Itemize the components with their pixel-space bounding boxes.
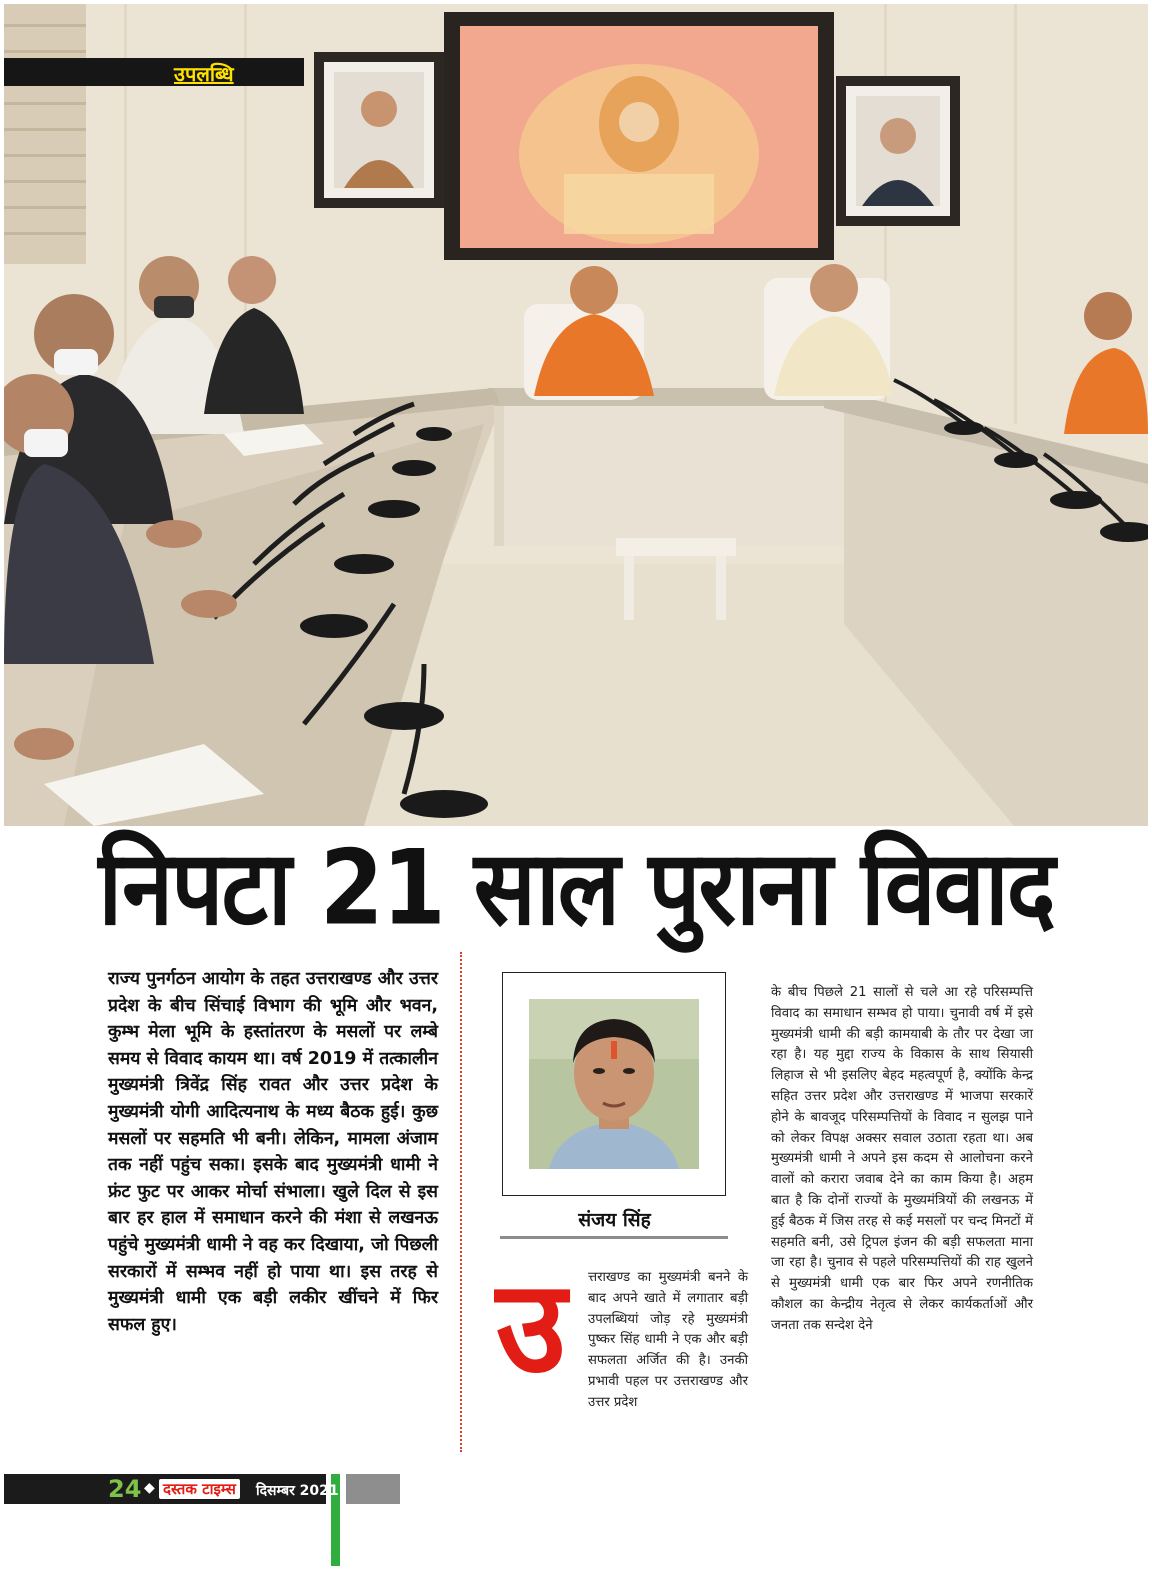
section-tag-label: उपलब्धि	[174, 62, 234, 86]
section-tag	[4, 58, 304, 86]
footer-accent-grey	[346, 1474, 400, 1504]
intro-paragraph: राज्य पुनर्गठन आयोग के तहत उत्तराखण्ड और उत्तर प्रदेश के बीच सिंचाई विभाग की भूमि और भवन, कुम्भ मेला भूमि के हस्तांतरण के मसलों पर लम्बे समय से विवाद कायम था। वर्ष 2019 में तत्कालीन मुख्यमंत्री त्रिवेंद्र सिंह रावत और उत्तर प्रदेश के मुख्यमंत्री योगी आदित्यनाथ के मध्य बैठक हुई। कुछ मसलों पर सहमति भी बनी। लेकिन, मामला अंजाम तक नहीं पहुंच सका। इसके बाद मुख्यमंत्री धामी ने फ्रंट फुट पर आकर मोर्चा संभाला। खुले दिल से इस बार हर हाल में समाधान करने की मंशा से लखनऊ पहुंचे मुख्यमंत्री धामी ने वह कर दिखाया, जो पिछली सरकारों में सम्भव नहीं हो पाया था। इस तरह से मुख्यमंत्री धामी एक बड़ी लकीर खींचने में फिर सफल हुए।	[108, 969, 438, 1335]
body-column-right: के बीच पिछले 21 सालों से चले आ रहे परिसम्पत्ति विवाद का समाधान सम्भव हो पाया। चुनावी वर्ष में इसे मुख्यमंत्री धामी की बड़ी कामयाबी के तौर पर देखा जा रहा है। यह मुद्दा राज्य के विकास के साथ सियासी लिहाज से भी इसलिए बेहद महत्वपूर्ण है, क्योंकि केन्द्र सहित उत्तर प्रदेश और उत्तराखण्ड में भाजपा सरकारें होने के बावजूद परिसम्पत्तियों के विवाद न सुलझ पाने को लेकर विपक्ष अक्सर सवाल उठाता रहता था। अब मुख्यमंत्री धामी ने अपने इस कदम से आलोचना करने वालों को करारा जवाब देने का काम किया है। अहम बात है कि दोनों राज्यों के मुख्यमंत्रियों की लखनऊ में हुई बैठक में जिस तरह से कई मसलों पर चन्द मिनटों में सहमति बनी, उसे ट्रिपल इंजन की बड़ी सफलता माना जा रहा है। चुनाव से पहले परिसम्पत्तियों की राह खुलने से मुख्यमंत्री धामी एक बार फिर अपने रणनीतिक कौशल का केन्द्रीय नेतृत्व से लेकर कार्यकर्ताओं और जनता तक सन्देश देने	[771, 985, 1033, 1333]
author-divider	[500, 1236, 728, 1239]
author-name: संजय सिंह	[578, 1209, 651, 1231]
body-column-middle: त्तराखण्ड का मुख्यमंत्री बनने के बाद अपने खाते में लगातार बड़ी उपलब्धियां जोड़ रहे मुख्यमंत्री पुष्कर सिंह धामी ने एक और बड़ी सफलता अर्जित की है। उनकी प्रभावी पहल पर उत्तराखण्ड और उत्तर प्रदेश	[588, 1270, 748, 1410]
issue-date: दिसम्बर 2021	[256, 1483, 339, 1499]
magazine-name: दस्तक टाइम्स	[159, 1479, 240, 1499]
author-photo-frame	[502, 972, 726, 1196]
meeting-photo	[4, 4, 1148, 826]
drop-cap: उ	[496, 1253, 567, 1402]
headline: निपटा 21 साल पुराना विवाद	[98, 828, 1054, 949]
meeting-photo-illustration	[4, 4, 1148, 826]
author-photo	[529, 999, 699, 1169]
author-portrait-illustration	[529, 999, 699, 1169]
footer-bullet-icon: ◆	[144, 1480, 155, 1496]
column-divider	[460, 952, 462, 1452]
page-number: 24	[108, 1475, 142, 1503]
